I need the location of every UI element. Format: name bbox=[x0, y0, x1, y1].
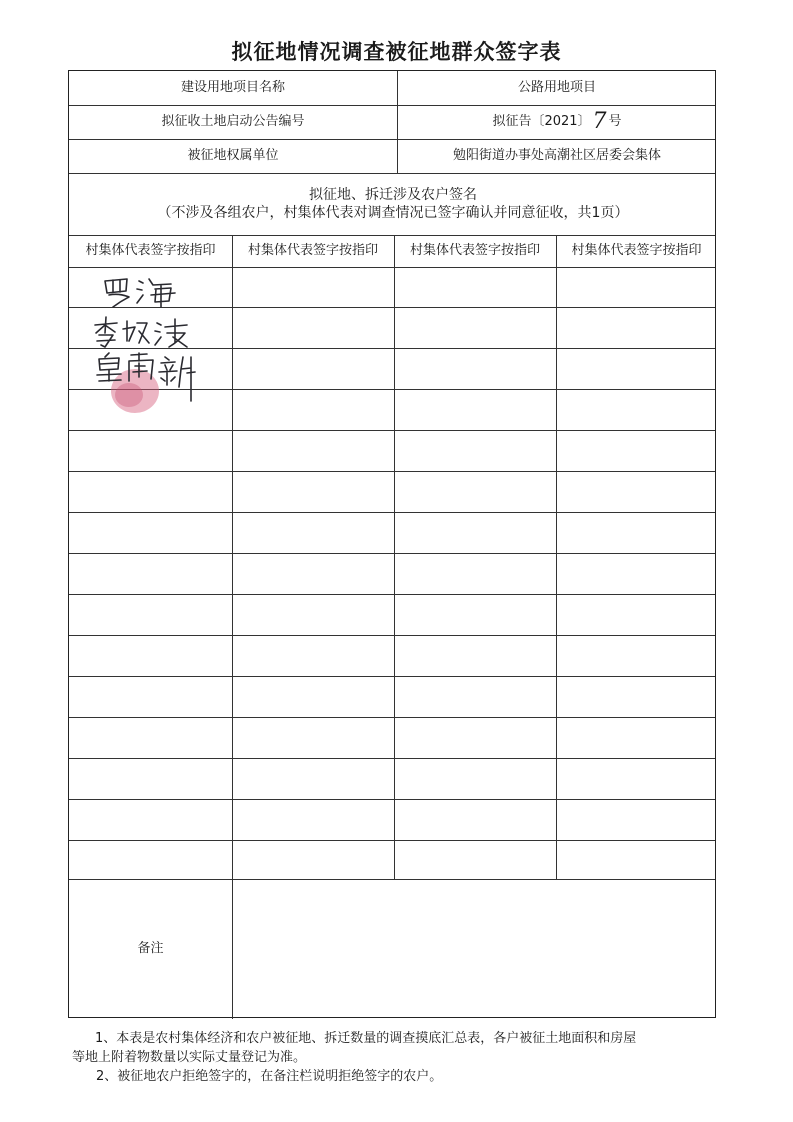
remarks-label: 备注 bbox=[137, 940, 164, 956]
remarks-field bbox=[232, 879, 717, 1019]
notice-number-label: 拟征收土地启动公告编号 bbox=[161, 113, 305, 129]
footnote-2: 2、被征地农户拒绝签字的，在备注栏说明拒绝签字的农户。 bbox=[96, 1069, 443, 1084]
column-header-2: 村集体代表签字按指印 bbox=[247, 242, 378, 258]
footnote-1 bbox=[78, 1029, 738, 1048]
project-name-value: 公路用地项目 bbox=[517, 79, 596, 95]
notice-number-handwritten: 7 bbox=[592, 109, 607, 134]
notice-number-prefix: 拟征告〔2021〕 bbox=[492, 113, 591, 129]
column-header-1: 村集体代表签字按指印 bbox=[85, 242, 216, 258]
notice-number-value bbox=[397, 105, 717, 139]
signature-huang-fu-xin bbox=[95, 351, 207, 421]
project-name-label: 建设用地项目名称 bbox=[180, 79, 285, 95]
column-header-3: 村集体代表签字按指印 bbox=[409, 242, 540, 258]
page-title: 拟征地情况调查被征地群众签字表 bbox=[231, 40, 562, 64]
owner-unit-value: 勉阳街道办事处高潮社区居委会集体 bbox=[452, 147, 661, 163]
footnote-1-line-1: 1、本表是农村集体经济和农户被征地、拆迁数量的调查摸底汇总表，各户被征土地面积和房屋 bbox=[95, 1031, 637, 1046]
survey-form-table bbox=[68, 70, 716, 1018]
section-title: 拟征地、拆迁涉及农户签名 bbox=[309, 186, 477, 203]
section-subtitle: （不涉及各组农户，村集体代表对调查情况已签字确认并同意征收，共1页） bbox=[157, 205, 629, 221]
section-header bbox=[69, 173, 717, 235]
signature-luo-hai bbox=[99, 271, 179, 313]
footnote-1-continued: 等地上附着物数量以实际丈量登记为准。 bbox=[72, 1050, 307, 1065]
column-header-4: 村集体代表签字按指印 bbox=[571, 242, 702, 258]
signature-li-shuang-bo bbox=[91, 313, 191, 353]
notice-number-suffix: 号 bbox=[608, 113, 622, 129]
owner-unit-label: 被征地权属单位 bbox=[187, 147, 279, 163]
